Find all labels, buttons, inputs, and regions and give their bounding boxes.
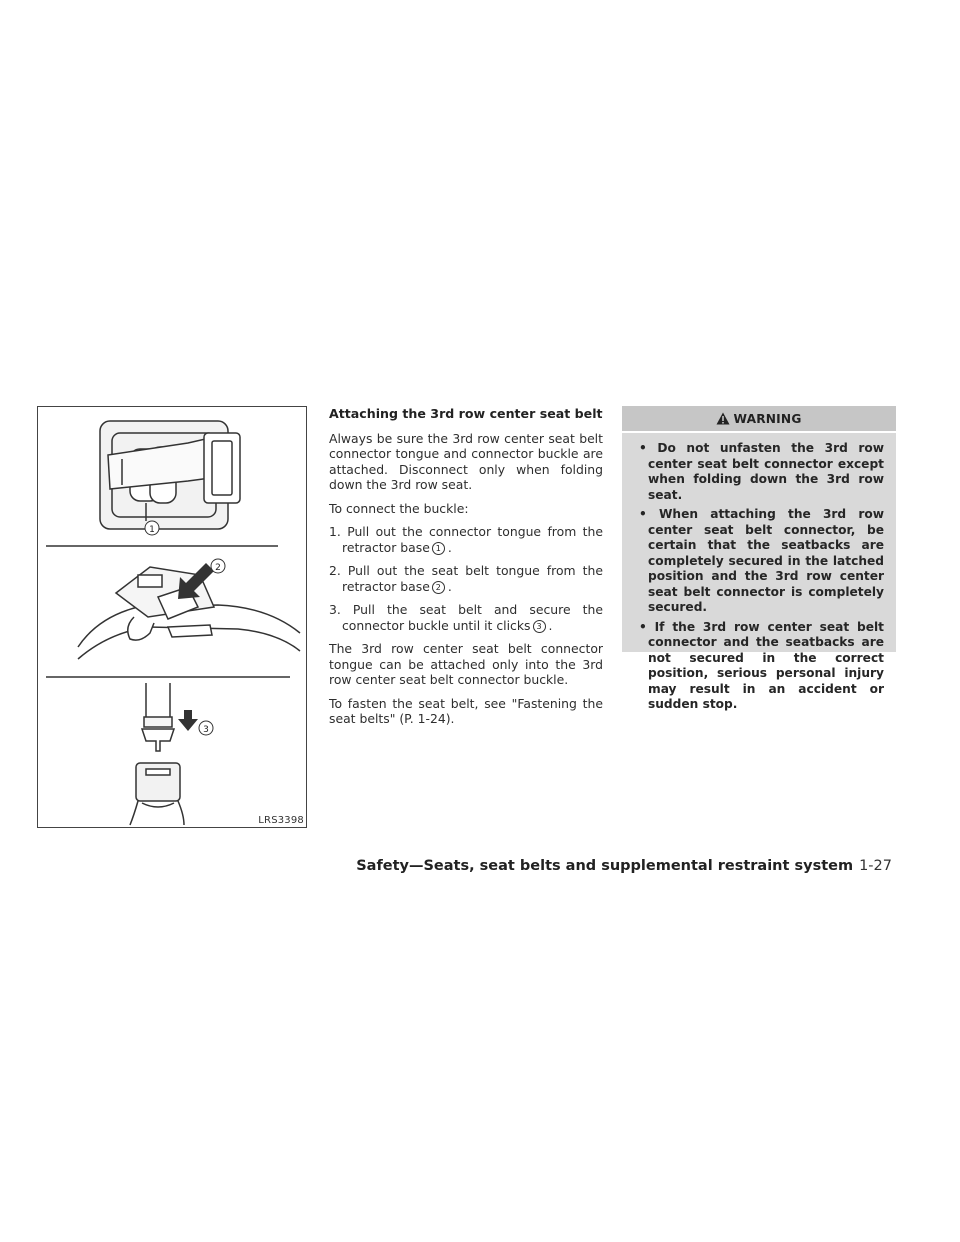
- reference-paragraph: To fasten the seat belt, see "Fastening the seat belts" (P. 1-24).: [329, 695, 603, 726]
- seat-belt-illustration: [37, 406, 307, 828]
- step-3-suffix: .: [548, 617, 553, 633]
- section-title: Attaching the 3rd row center seat belt: [329, 406, 603, 421]
- lead-paragraph: To connect the buckle:: [329, 500, 469, 516]
- step-2-text: 2. Pull out the seat belt tongue from the retractor base: [329, 563, 603, 594]
- warning-bullet: •: [639, 507, 647, 521]
- page-number: 1-27: [859, 858, 892, 874]
- page-footer: [356, 858, 892, 874]
- instruction-column: [329, 406, 603, 735]
- step-3: [329, 602, 603, 633]
- warning-item: [634, 441, 884, 503]
- warning-list: [622, 433, 896, 713]
- intro-paragraph: Always be sure the 3rd row center seat belt connector tongue and connector buckle are attached. Disconnect only when folding down the 3rd row seat.: [329, 430, 603, 492]
- footer-section-title: Safety—Seats, seat belts and supplemental restraint system: [356, 858, 854, 874]
- step-1-suffix: .: [447, 539, 452, 555]
- callout-2: [211, 559, 225, 573]
- step-2-suffix: .: [447, 578, 452, 594]
- circled-ref-1: 1: [432, 542, 445, 555]
- callout-2-label: 2: [215, 563, 221, 573]
- warning-item-text: Do not unfasten the 3rd row center seat belt connector except when folding down the 3rd row seat.: [648, 441, 885, 502]
- step-1-text: 1. Pull out the connector tongue from the retractor base: [329, 524, 603, 555]
- callout-3: [199, 721, 213, 735]
- arrow-3-icon: [178, 710, 198, 731]
- illustration-drawing: [38, 407, 306, 827]
- warning-box: [622, 406, 896, 711]
- connector-paragraph: The 3rd row center seat belt connector tongue can be attached only into the 3rd row center seat belt connector buckle.: [329, 641, 603, 687]
- callout-1: [145, 521, 159, 535]
- panel-1-retractor: [100, 421, 240, 529]
- step-2: [329, 563, 603, 594]
- figure-code: LRS3398: [258, 815, 304, 826]
- warning-item-text: When attaching the 3rd row center seat belt connector, be certain that the seatbacks are completely secured in the latched position and the 3rd row center seat belt connector is completely secured.: [648, 507, 884, 614]
- circled-ref-3: 3: [533, 620, 546, 633]
- warning-item-text: If the 3rd row center seat belt connector and the seatbacks are not secured in the correct position, serious personal injury may result in an accident or sudden stop.: [648, 619, 884, 711]
- warning-item: [634, 620, 884, 713]
- warning-title: WARNING: [733, 411, 802, 426]
- step-3-text: 3. Pull the seat belt and secure the connector buckle until it clicks: [329, 602, 603, 633]
- callout-1-label: 1: [149, 525, 155, 535]
- callout-3-label: 3: [203, 725, 209, 735]
- warning-triangle-icon: [716, 412, 730, 425]
- warning-item: [634, 507, 884, 616]
- warning-header: [622, 406, 896, 433]
- warning-bullet: •: [639, 441, 647, 455]
- panel-3-buckle: [130, 683, 184, 825]
- circled-ref-2: 2: [432, 581, 445, 594]
- step-1: [329, 524, 603, 555]
- warning-bullet: •: [639, 619, 647, 634]
